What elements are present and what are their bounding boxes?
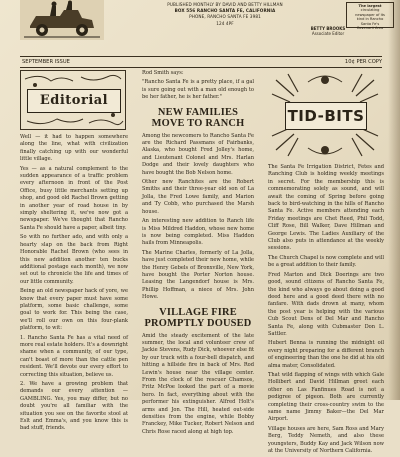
circulation-line-2: circulating [360,8,380,13]
circulation-line-4: kind in Rancho [356,17,384,22]
quote-attribution: Rod Smith says: [142,70,184,76]
issue-label: SEPTEMBER ISSUE [22,59,70,65]
article-paragraph: Amid the steady excitement of the late summer, the local and volunteer crew of Jackie Stevens, Rudy Dick, whoever else fit by our truck with a four-bell dispatch, and hitting a hillside fire in back of Mrs. Rod Lewin's house near the village center. From the clock of the rescuer Chamsos, Fritz McPoe looked the part of a movie hero. In fact, everything about with the performer his extinguisher. Alfred Holt's arms and Jon. The Hill, heated out-side densities from the engine, while Bobby Franckey, Mike Tucker, Robert Nelson and Chris Rose raced along at high top. [142,332,254,435]
article-paragraph: An interesting new addition to Ranch life is Miss Mildred Haddon, whose new home is now being completed. Miss Haddon hails from Minneapolis. [142,218,254,247]
circulation-line-1: The largest [358,4,382,8]
publisher-line: PUBLISHED MONTHLY BY DAVID AND BETTY HILLMAN [167,2,283,7]
editorial-header [20,70,126,130]
masthead [0,0,400,65]
page-edge-shadow [388,0,400,400]
circulation-line-3: newspaper of its [355,12,385,17]
publisher-info [150,2,300,27]
jeep-logo [20,0,100,38]
article-paragraph: Other new Ranchites are the Robert Smiths and their three-year old son of La Jolla, the Fred Lowe family, and Marion and Ty Cobb, who purchased the Marsh house. [142,179,254,215]
tidbit-paragraph: Village houses are here, Sam Ross and Mary Berg, Teddy Nemeth, and also these youngsters, Buddy Kay and Jack Wilson now at the University of Northern California. [268,425,384,455]
article-paragraph: Among the newcomers to Rancho Santa Fe are the Richard Passmans of Fairbanks, Alaska, who bought Fred Jolley's home, and Lieutenant Colonel and Mrs. Harlan Dodge and their lovely daughters who have bought the Bob Nelson home. [142,132,254,176]
phone-line: PHONE, RANCHO SANTA FE 3981 [189,14,261,20]
tidbit-paragraph: Hubert Benna is running the midnight oil every night preparing for a different branch of engineering than the one he did at his old alma mater, Consolidated. [268,340,384,369]
headline-village-fire: VILLAGE FIRE PROMPTLY DOUSED [144,306,252,329]
tidbits-column [268,70,384,457]
quote-text: "Rancho Santa Fe is a pretty place, if a gal is sure going out with a man old enough to be her father, he is her father." [142,79,254,101]
editorial-paragraph: 1. Rancho Santa Fe has a vital need of more real estate holders. It's a downright shame when a community, of our type, can't boast of more than the cattle pen resident. We'll devote our every effort to correcting this situation, believe us. [20,334,128,378]
headline-new-families: NEW FAMILIES MOVE TO RANCH [151,106,245,129]
tidbit-paragraph: The Santa Fe Irrigation District, Fetes and Ranching Club is holding weekly meetings in secret. For the membership this is commemorating solely as sound, and will await the coming of Spring before going back to bird-watching in the hills of Rancho Santa Fe. Active members attending each Friday meetings are Chet Reed, Phil Todd, Cliff Rose, Bill Walker, Dave Hillman and George Lewis. The Ladies Auxiliary of the Club also puts in attendance at the weekly sessions. [268,164,384,252]
permit-line: 124 4PF [216,20,234,26]
editor-role: Associate Editor [311,31,345,36]
article-paragraph: The Marine Charles, formerly of La Jolla, have just completed their new home, while the Henry Gebels of Bronxville, New York, have bought the Porter Norton house. Leasing the Langendorf house is Mrs. Phillip Hoffman, a niece of Mrs. John Howe. [142,249,254,301]
jeep-illustration [20,0,104,40]
tidbit-paragraph: That wild flapping of wings with which Gale Hollibert and David Hillman greet each other on Las Fanfinues Road is not a pedigree of pigeon. Both are currently completing their cross-country swim to the same name Jimmy Baker—the Del Mar Airport. [268,371,384,423]
tidbits-header [268,70,382,160]
editorial-title: Editorial [27,89,121,113]
editorial-paragraph: 2. We have a growing problem that demands our every attention — GAMBLING. Yes, you may differ, but no doubt you're all familiar with the situation you see on the favorite stool at Eslt and Emma's, and you know this is bad stuff, friends. [20,381,128,432]
editorial-paragraph: Well — it had to happen somewhere along the line, what with civilization finally catching up with our wonderful little village. [20,134,128,163]
editorial-paragraph: So with no further ado, and with only a hearty slap on the back from Right Honorable Rachel Brown (who sees in this new addition another ten bucks additional postage each month), we now set out to chronicle the life and times of our little community. [20,234,128,285]
tidbits-title: TID-BITS [285,102,367,130]
tidbit-paragraph: Fred Marton and Dick Doerings are two good, sound citizens of Rancho Santa Fe, the kind who always go about doing a good deed here and a good deed there with no fanfare. With dads drown at many, whom the post year is helping with the various Cub Scout Dens of Del Mar and Rancho Santa Fe, along with Cubmaster Don L. Sattler. [268,271,384,337]
news-column [142,70,254,438]
editorial-paragraph: Yes — as a natural complement to the sudden appearance of a traffic problem every afternoon in front of the Post Office, busy little merchants setting up shop, and good old Rachel Brown getting in another year of road house in by simply sheltering it, we've now got a newspaper. We've thought that Rancho Santa Fe should have a paper, albeit tiny. [20,165,128,231]
circulation-line-6: Covenant Area [356,26,384,31]
issue-bar [20,56,382,68]
editor-name: BETTY BROOKS [310,26,346,31]
circulation-line-5: Santa Fe's [360,21,380,26]
circulation-box [346,2,394,31]
tidbit-paragraph: The Church Chapel is now complete and will be a great addition to their family. [268,254,384,269]
address-line: BOX 556 RANCHO SANTA FE, CALIFORNIA [174,8,276,14]
editorial-column [20,70,128,435]
editorial-paragraph: Being an old newspaper hack of yore, we know that every paper must have some platform, some basic challenge, some goal to work for. This being the case, we'll roll our own on this four-plank platform, to wit: [20,288,128,332]
price-label: 10¢ PER COPY [344,59,382,65]
